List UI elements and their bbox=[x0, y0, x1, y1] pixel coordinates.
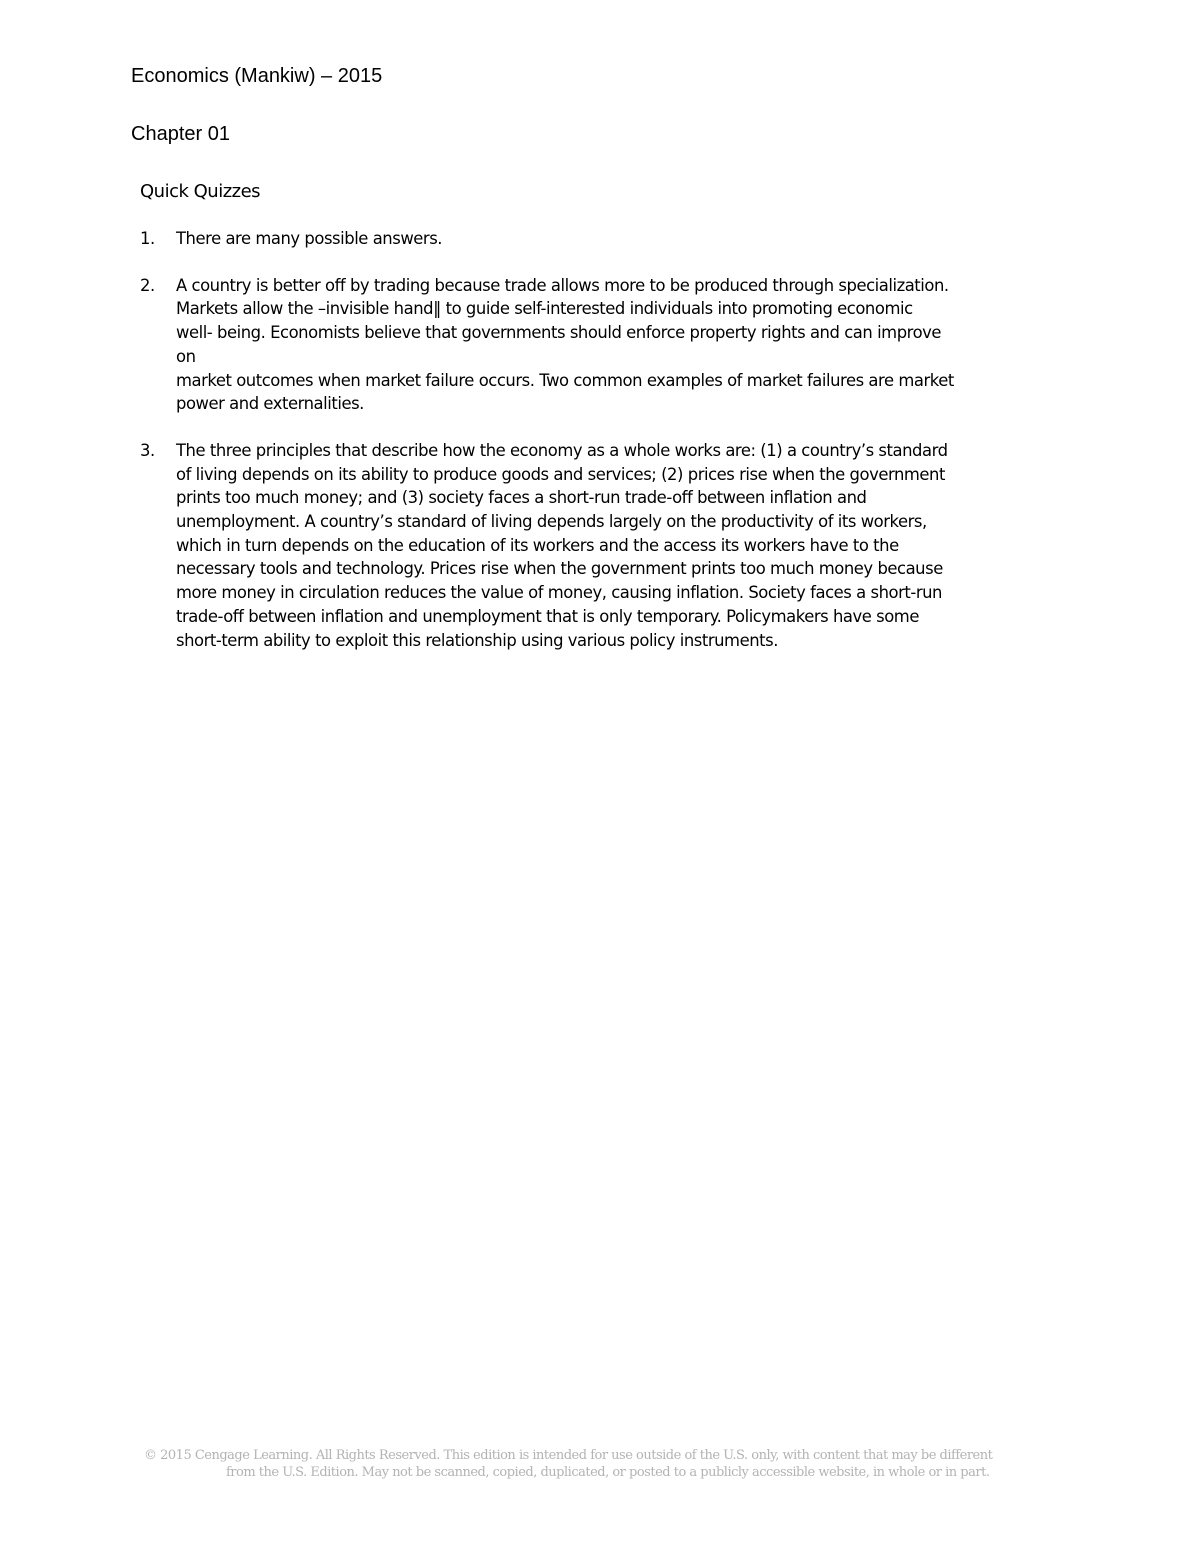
answer-text-line: The three principles that describe how the economy as a whole works are: (1) a country’s standard bbox=[176, 440, 948, 460]
answer-text-line: Markets allow the –invisible hand‖ to guide self-interested individuals into promoting economic bbox=[176, 299, 913, 319]
answer-item bbox=[140, 227, 1060, 251]
answer-text-line: well- being. Economists believe that governments should enforce property rights and can improve bbox=[176, 323, 942, 343]
answer-text-line: There are many possible answers. bbox=[176, 229, 443, 248]
answer-text-line: of living depends on its ability to produce goods and services; (2) prices rise when the government bbox=[176, 464, 945, 484]
section-heading: Quick Quizzes bbox=[140, 181, 261, 202]
answer-text-line: unemployment. A country’s standard of living depends largely on the productivity of its workers, bbox=[176, 512, 927, 532]
answer-text-line: short-term ability to exploit this relationship using various policy instruments. bbox=[176, 630, 778, 650]
answer-list bbox=[140, 227, 1060, 675]
answer-number: 3. bbox=[140, 440, 155, 460]
answer-number: 2. bbox=[140, 275, 155, 295]
answer-text-line: market outcomes when market failure occurs. Two common examples of market failures are market bbox=[176, 370, 954, 390]
answer-number: 1. bbox=[140, 229, 155, 248]
answer-text-line: A country is better off by trading because trade allows more to be produced through specialization. bbox=[176, 275, 949, 295]
answer-text-line: trade-off between inflation and unemployment that is only temporary. Policymakers have some bbox=[176, 606, 919, 626]
document-title: Economics (Mankiw) – 2015 bbox=[131, 65, 383, 87]
answer-text-line: prints too much money; and (3) society faces a short-run trade-off between inflation and bbox=[176, 488, 867, 508]
chapter-heading: Chapter 01 bbox=[131, 123, 230, 145]
copyright-line: from the U.S. Edition. May not be scanned, copied, duplicated, or posted to a publicly accessible website, in whole or in part. bbox=[226, 1465, 990, 1480]
answer-text-line: more money in circulation reduces the value of money, causing inflation. Society faces a short-run bbox=[176, 583, 942, 603]
answer-item bbox=[140, 274, 1060, 416]
answer-text-line: necessary tools and technology. Prices rise when the government prints too much money because bbox=[176, 559, 943, 579]
copyright-line: © 2015 Cengage Learning. All Rights Reserved. This edition is intended for use outside of the U.S. only, with content that may be different bbox=[144, 1448, 993, 1463]
copyright-footer bbox=[144, 1447, 1044, 1481]
answer-text-line: power and externalities. bbox=[176, 394, 364, 414]
answer-text-line: on bbox=[176, 346, 196, 366]
answer-text-line: which in turn depends on the education of its workers and the access its workers have to the bbox=[176, 535, 899, 555]
answer-item bbox=[140, 439, 1060, 652]
